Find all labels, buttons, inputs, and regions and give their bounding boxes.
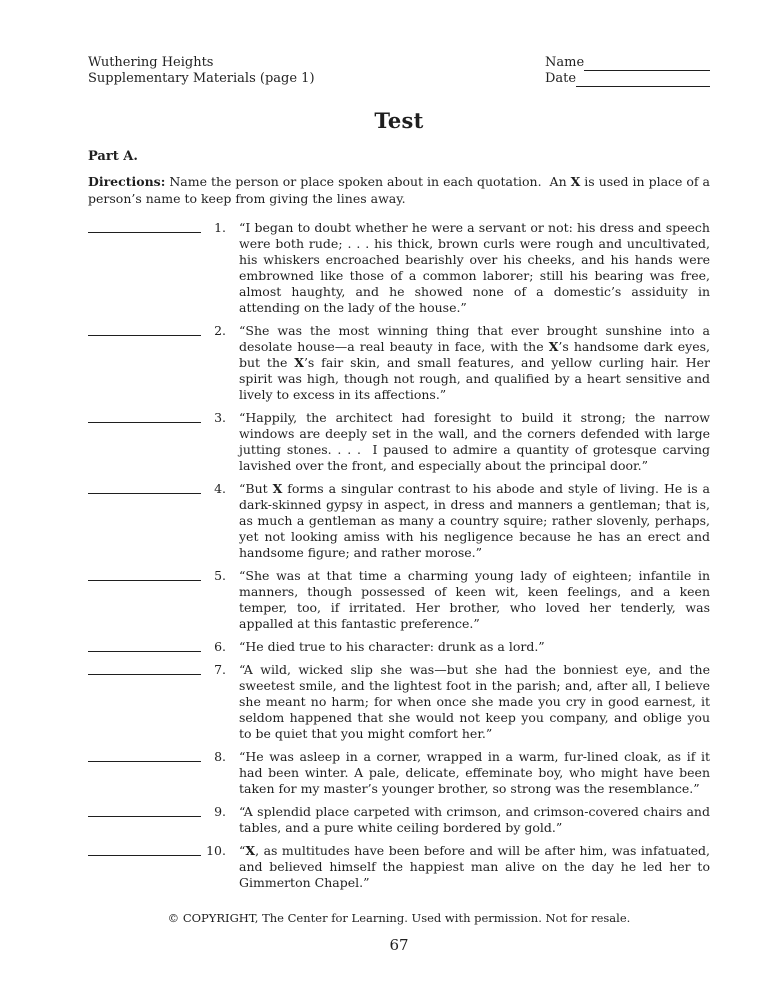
question-quote: “A wild, wicked slip she was—but she had the bonniest eye, and the sweetest smile, and the lightest foot in the parish; and, after all, I believe she meant no harm; for when once she made you cry in good earnest, it seldom happened that she would not keep you company, and oblige you to be quiet that you might comfort her.”	[239, 662, 710, 741]
answer-blank-line	[88, 843, 201, 856]
answer-blank-line	[88, 481, 201, 494]
question-quote: “I began to doubt whether he were a servant or not: his dress and speech were both rude; . . . his thick, brown curls were rough and uncultivated, his whiskers encroached bearishly over his cheeks, and his hands were embrowned like those of a common laborer; still his bearing was free, almost haughty, and he showed none of a domestic’s assiduity in attending on the lady of the house.”	[239, 220, 710, 315]
header-left	[88, 55, 315, 87]
name-label: Name	[545, 55, 585, 70]
question-number: 2.	[214, 323, 226, 338]
question-quote: “Happily, the architect had foresight to build it strong; the narrow windows are deeply set in the wall, and the corners defended with large jutting stones. . . . I paused to admire a quantity of grotesque carving lavished over the front, and especially about the principal door.”	[239, 410, 710, 473]
question-row	[88, 749, 710, 797]
question-quote: “She was the most winning thing that ever brought sunshine into a desolate house—a real beauty in face, with the X’s handsome dark eyes, but the X’s fair skin, and small features, and yellow curling hair. Her spirit was high, though not rough, and qualified by a heart sensitive and lively to excess in its affections.”	[239, 323, 711, 402]
header-right	[545, 55, 710, 87]
name-field-row	[545, 55, 710, 71]
question-number: 6.	[214, 639, 226, 654]
page-number: 67	[389, 936, 409, 954]
question-quote: “But X forms a singular contrast to his abode and style of living. He is a dark-skinned gypsy in aspect, in dress and manners a gentleman; that is, as much a gentleman as many a country squire; rather slovenly, perhaps, yet not looking amiss with his negligence because he has an erect and handsome figure; and rather morose.”	[239, 481, 711, 560]
answer-blank-line	[88, 749, 201, 762]
copyright-notice: © COPYRIGHT, The Center for Learning. Used with permission. Not for resale.	[167, 911, 631, 925]
answer-blank-line	[88, 568, 201, 581]
directions-label: Directions:	[88, 174, 166, 189]
answer-blank-line	[88, 220, 201, 233]
question-list	[88, 220, 710, 891]
date-field-row	[545, 71, 710, 87]
question-quote: “He died true to his character: drunk as a lord.”	[239, 639, 545, 654]
question-quote: “He was asleep in a corner, wrapped in a warm, fur-lined cloak, as if it had been winter. A pale, delicate, effeminate boy, who might have been taken for my master’s younger brother, so strong was the resemblance.”	[239, 749, 710, 796]
directions-text: Name the person or place spoken about in each quotation. An X is used in place of a person’s name to keep from giving the lines away.	[88, 174, 710, 206]
question-row	[88, 410, 710, 474]
question-number: 10.	[206, 843, 226, 858]
date-label: Date	[545, 71, 577, 86]
part-a-heading: Part A.	[88, 149, 138, 164]
book-title: Wuthering Heights	[88, 55, 214, 70]
page-title: Test	[374, 108, 424, 133]
name-blank-line	[584, 57, 710, 71]
question-number: 7.	[214, 662, 226, 677]
question-row	[88, 804, 710, 836]
question-row	[88, 568, 710, 632]
question-row	[88, 220, 710, 316]
answer-blank-line	[88, 639, 201, 652]
question-quote: “X, as multitudes have been before and will be after him, was infatuated, and believed himself the happiest man alive on the day he led her to Gimmerton Chapel.”	[239, 843, 710, 890]
question-row	[88, 323, 710, 403]
page-subtitle: Supplementary Materials (page 1)	[88, 71, 315, 86]
directions	[88, 174, 710, 207]
question-number: 5.	[214, 568, 226, 583]
question-number: 4.	[214, 481, 226, 496]
question-row	[88, 843, 710, 891]
answer-blank-line	[88, 662, 201, 675]
question-number: 3.	[214, 410, 226, 425]
question-quote: “She was at that time a charming young lady of eighteen; infantile in manners, though possessed of keen wit, keen feelings, and a keen temper, too, if irritated. Her brother, who loved her tenderly, was appalled at this fantastic preference.”	[239, 568, 710, 631]
page-header	[88, 55, 710, 87]
question-row	[88, 662, 710, 742]
answer-blank-line	[88, 410, 201, 423]
question-number: 9.	[214, 804, 226, 819]
question-row	[88, 481, 710, 561]
date-blank-line	[576, 73, 710, 87]
answer-blank-line	[88, 804, 201, 817]
question-row	[88, 639, 710, 655]
question-number: 8.	[214, 749, 226, 764]
question-quote: “A splendid place carpeted with crimson, and crimson-covered chairs and tables, and a pure white ceiling bordered by gold.”	[239, 804, 710, 835]
answer-blank-line	[88, 323, 201, 336]
question-number: 1.	[214, 220, 226, 235]
